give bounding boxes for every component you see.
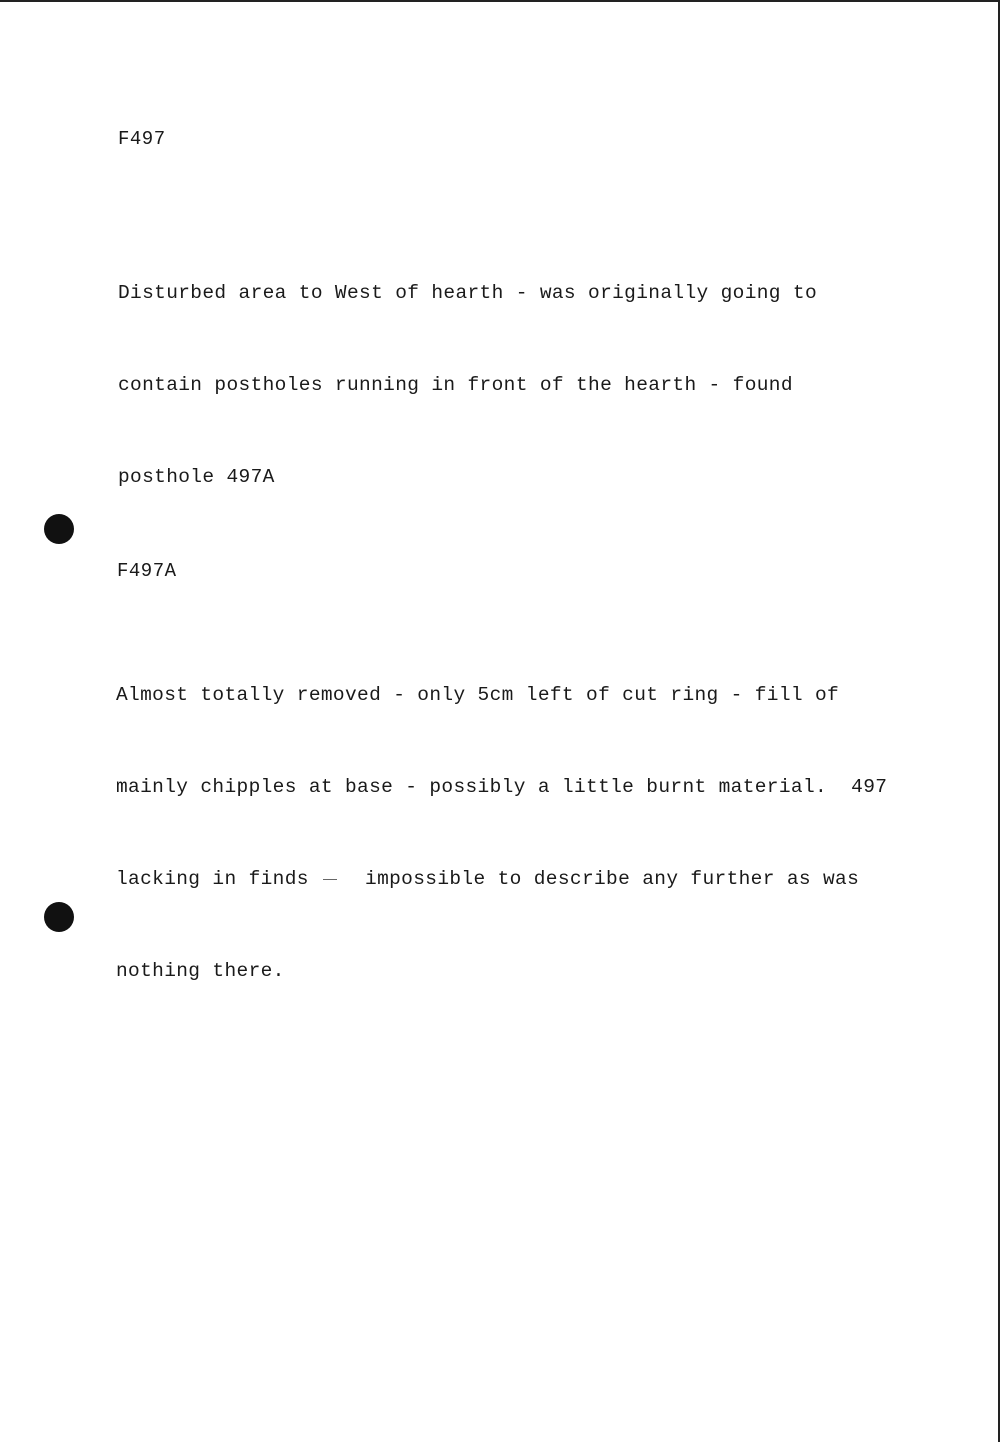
text-line: nothing there. bbox=[116, 959, 285, 982]
text-fragment: lacking in finds bbox=[116, 867, 309, 890]
feature-description-f497 bbox=[118, 217, 817, 554]
feature-heading-f497a: F497A bbox=[117, 560, 177, 582]
text-line: Disturbed area to West of hearth - was originally going to bbox=[118, 282, 818, 305]
text-line: posthole 497A bbox=[118, 465, 275, 488]
feature-heading-f497: F497 bbox=[118, 128, 166, 150]
punch-hole-top bbox=[44, 514, 74, 544]
typed-strike-mark bbox=[323, 878, 337, 880]
text-line: mainly chipples at base - possibly a little burnt material. 497 bbox=[116, 775, 888, 798]
feature-description-f497a bbox=[116, 619, 887, 1047]
text-line: Almost totally removed - only 5cm left of cut ring - fill of bbox=[116, 684, 840, 707]
text-fragment: impossible to describe any further as was bbox=[365, 867, 860, 890]
text-line: contain postholes running in front of the hearth - found bbox=[118, 373, 793, 396]
text-line-with-gap bbox=[116, 864, 887, 895]
punch-hole-bottom bbox=[44, 902, 74, 932]
